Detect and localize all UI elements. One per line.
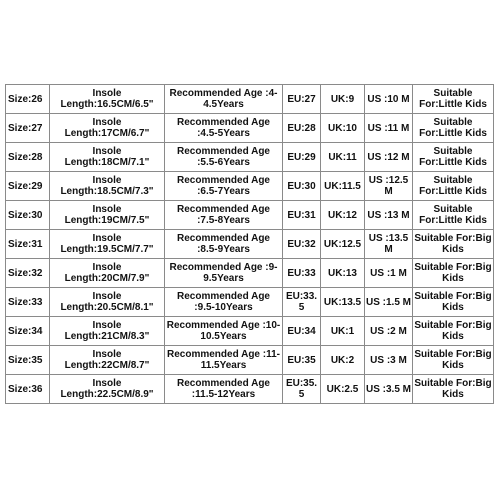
eu-size-cell: EU:34: [283, 317, 321, 346]
suitable-for-cell: Suitable For:Big Kids: [413, 288, 494, 317]
uk-size-cell: UK:10: [321, 114, 365, 143]
insole-length-cell: Insole Length:22CM/8.7": [50, 346, 165, 375]
size-cell: Size:30: [6, 201, 50, 230]
size-cell: Size:29: [6, 172, 50, 201]
table-row: [6, 288, 494, 317]
size-chart-table: [5, 84, 494, 404]
us-size-cell: US :3 M: [365, 346, 413, 375]
us-size-cell: US :13 M: [365, 201, 413, 230]
recommended-age-cell: Recommended Age :11-11.5Years: [165, 346, 283, 375]
size-cell: Size:26: [6, 85, 50, 114]
insole-length-cell: Insole Length:18.5CM/7.3": [50, 172, 165, 201]
recommended-age-cell: Recommended Age :5.5-6Years: [165, 143, 283, 172]
suitable-for-cell: Suitable For:Big Kids: [413, 230, 494, 259]
us-size-cell: US :1 M: [365, 259, 413, 288]
suitable-for-cell: Suitable For:Big Kids: [413, 346, 494, 375]
size-cell: Size:31: [6, 230, 50, 259]
table-row: [6, 114, 494, 143]
size-cell: Size:32: [6, 259, 50, 288]
eu-size-cell: EU:31: [283, 201, 321, 230]
uk-size-cell: UK:12.5: [321, 230, 365, 259]
us-size-cell: US :3.5 M: [365, 375, 413, 404]
table-row: [6, 346, 494, 375]
eu-size-cell: EU:29: [283, 143, 321, 172]
recommended-age-cell: Recommended Age :4-4.5Years: [165, 85, 283, 114]
us-size-cell: US :12 M: [365, 143, 413, 172]
uk-size-cell: UK:13: [321, 259, 365, 288]
size-cell: Size:36: [6, 375, 50, 404]
us-size-cell: US :10 M: [365, 85, 413, 114]
us-size-cell: US :13.5 M: [365, 230, 413, 259]
insole-length-cell: Insole Length:22.5CM/8.9": [50, 375, 165, 404]
size-cell: Size:27: [6, 114, 50, 143]
recommended-age-cell: Recommended Age :7.5-8Years: [165, 201, 283, 230]
insole-length-cell: Insole Length:19.5CM/7.7": [50, 230, 165, 259]
size-cell: Size:35: [6, 346, 50, 375]
size-cell: Size:33: [6, 288, 50, 317]
us-size-cell: US :12.5 M: [365, 172, 413, 201]
eu-size-cell: EU:33: [283, 259, 321, 288]
table-row: [6, 375, 494, 404]
recommended-age-cell: Recommended Age :11.5-12Years: [165, 375, 283, 404]
eu-size-cell: EU:35: [283, 346, 321, 375]
suitable-for-cell: Suitable For:Little Kids: [413, 201, 494, 230]
insole-length-cell: Insole Length:20CM/7.9": [50, 259, 165, 288]
suitable-for-cell: Suitable For:Big Kids: [413, 317, 494, 346]
table-row: [6, 230, 494, 259]
size-chart-body: [6, 85, 494, 404]
table-row: [6, 201, 494, 230]
table-row: [6, 259, 494, 288]
insole-length-cell: Insole Length:18CM/7.1": [50, 143, 165, 172]
suitable-for-cell: Suitable For:Little Kids: [413, 85, 494, 114]
uk-size-cell: UK:2.5: [321, 375, 365, 404]
insole-length-cell: Insole Length:19CM/7.5": [50, 201, 165, 230]
recommended-age-cell: Recommended Age :10-10.5Years: [165, 317, 283, 346]
eu-size-cell: EU:28: [283, 114, 321, 143]
recommended-age-cell: Recommended Age :9-9.5Years: [165, 259, 283, 288]
size-cell: Size:34: [6, 317, 50, 346]
suitable-for-cell: Suitable For:Little Kids: [413, 143, 494, 172]
uk-size-cell: UK:12: [321, 201, 365, 230]
uk-size-cell: UK:11.5: [321, 172, 365, 201]
suitable-for-cell: Suitable For:Little Kids: [413, 114, 494, 143]
eu-size-cell: EU:30: [283, 172, 321, 201]
insole-length-cell: Insole Length:17CM/6.7": [50, 114, 165, 143]
table-row: [6, 143, 494, 172]
uk-size-cell: UK:2: [321, 346, 365, 375]
recommended-age-cell: Recommended Age :9.5-10Years: [165, 288, 283, 317]
suitable-for-cell: Suitable For:Little Kids: [413, 172, 494, 201]
table-row: [6, 172, 494, 201]
uk-size-cell: UK:9: [321, 85, 365, 114]
size-cell: Size:28: [6, 143, 50, 172]
eu-size-cell: EU:32: [283, 230, 321, 259]
table-row: [6, 317, 494, 346]
uk-size-cell: UK:11: [321, 143, 365, 172]
uk-size-cell: UK:13.5: [321, 288, 365, 317]
recommended-age-cell: Recommended Age :6.5-7Years: [165, 172, 283, 201]
uk-size-cell: UK:1: [321, 317, 365, 346]
insole-length-cell: Insole Length:21CM/8.3": [50, 317, 165, 346]
us-size-cell: US :1.5 M: [365, 288, 413, 317]
eu-size-cell: EU:35.5: [283, 375, 321, 404]
eu-size-cell: EU:27: [283, 85, 321, 114]
suitable-for-cell: Suitable For:Big Kids: [413, 259, 494, 288]
recommended-age-cell: Recommended Age :8.5-9Years: [165, 230, 283, 259]
insole-length-cell: Insole Length:20.5CM/8.1": [50, 288, 165, 317]
recommended-age-cell: Recommended Age :4.5-5Years: [165, 114, 283, 143]
table-row: [6, 85, 494, 114]
us-size-cell: US :2 M: [365, 317, 413, 346]
eu-size-cell: EU:33.5: [283, 288, 321, 317]
insole-length-cell: Insole Length:16.5CM/6.5": [50, 85, 165, 114]
us-size-cell: US :11 M: [365, 114, 413, 143]
suitable-for-cell: Suitable For:Big Kids: [413, 375, 494, 404]
